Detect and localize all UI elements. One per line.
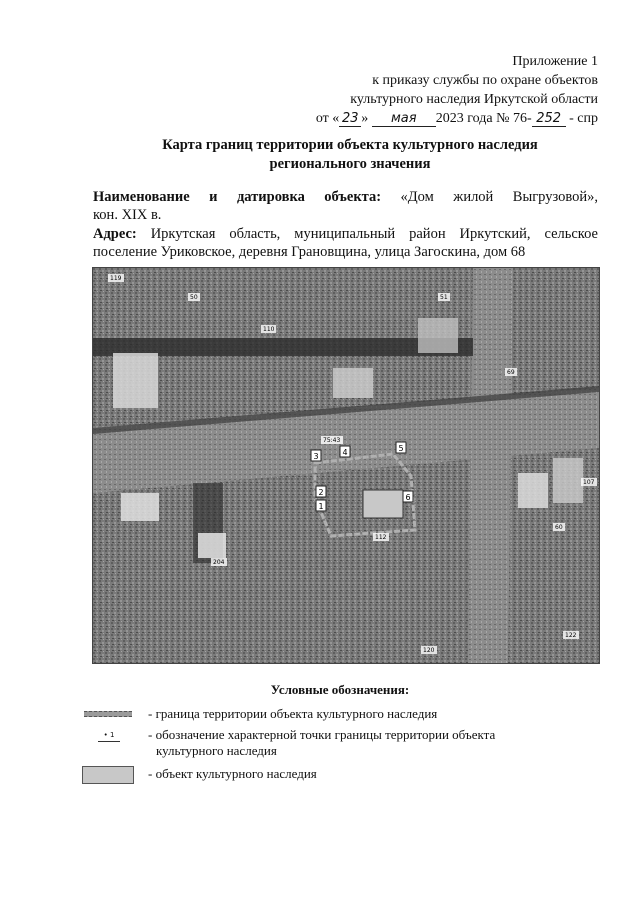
legend-point-text	[148, 727, 548, 759]
address-line-1	[93, 225, 598, 243]
order-number: 252	[532, 112, 566, 127]
address-word-1: Иркутская	[150, 226, 216, 242]
address-word-4: район	[409, 226, 446, 242]
object-symbol	[82, 766, 134, 784]
map-image	[93, 268, 599, 663]
appendix-order-line: к приказу службы по охране объектов	[372, 73, 598, 88]
document-title	[120, 136, 580, 174]
point-label: 4	[342, 448, 348, 457]
appendix-title: Приложение 1	[512, 54, 598, 69]
lot-label: 75:43	[323, 437, 341, 444]
object-label-word-1: Наименование	[93, 189, 190, 205]
lot-label: 119	[110, 275, 122, 282]
satellite-map	[92, 267, 600, 664]
object-line-1	[93, 188, 598, 206]
point-label: 6	[405, 493, 411, 502]
point-label: 5	[398, 444, 404, 453]
address-word-5: Иркутский,	[459, 226, 531, 242]
legend-boundary-text: - граница территории объекта культурного наследия	[148, 706, 438, 721]
date-year: 2023 года № 76-	[435, 111, 532, 126]
date-prefix: от «	[315, 111, 340, 126]
appendix-agency-line: культурного наследия Иркутской области	[350, 92, 598, 107]
lot-label: 204	[213, 559, 225, 566]
address-word-6: сельское	[544, 226, 598, 242]
point-label: 2	[318, 488, 324, 497]
date-day: 23	[339, 112, 361, 127]
boundary-line-symbol	[84, 711, 132, 717]
order-suffix: - спр	[565, 111, 598, 126]
legend-point-line-1: - обозначение характерной точки границы территории объекта	[148, 727, 496, 742]
point-label: 1	[318, 502, 324, 511]
legend-point-line-2: культурного наследия	[156, 743, 277, 758]
lot-label: 50	[190, 294, 198, 301]
object-value-word-2: жилой	[453, 189, 494, 205]
appendix-date-line	[238, 109, 598, 128]
legend-object-text: - объект культурного наследия	[148, 766, 317, 781]
date-month: мая	[372, 112, 436, 127]
address-label: Адрес:	[93, 226, 137, 242]
object-label-word-4: объекта:	[324, 189, 382, 205]
object-value-word-3: Выгрузовой»,	[512, 189, 598, 205]
lot-label: 60	[555, 524, 563, 531]
address-word-2: область,	[229, 226, 281, 242]
appendix-header	[238, 52, 598, 128]
lot-label: 107	[583, 479, 595, 486]
date-mid: »	[361, 111, 369, 126]
point-symbol: • 1	[98, 727, 120, 742]
lot-label: 120	[423, 647, 435, 654]
title-line-2: регионального значения	[269, 156, 431, 172]
legend-title: Условные обозначения:	[270, 682, 410, 697]
lot-label: 122	[565, 632, 577, 639]
address-line-2: поселение Уриковское, деревня Грановщина, улица Загоскина, дом 68	[93, 244, 526, 260]
lot-label: 112	[375, 534, 387, 541]
object-dating: кон. XIX в.	[93, 207, 162, 223]
address-info	[93, 225, 598, 261]
point-label: 3	[313, 452, 319, 461]
object-value-word-1: «Дом	[400, 189, 434, 205]
lot-label: 69	[507, 369, 515, 376]
address-word-3: муниципальный	[294, 226, 396, 242]
object-label-word-2: и	[209, 189, 218, 205]
object-label-word-3: датировка	[236, 189, 305, 205]
lot-label: 110	[263, 326, 275, 333]
heritage-object	[363, 490, 403, 518]
lot-label: 51	[440, 294, 448, 301]
title-line-1: Карта границ территории объекта культурного наследия	[162, 137, 538, 153]
object-info	[93, 188, 598, 224]
